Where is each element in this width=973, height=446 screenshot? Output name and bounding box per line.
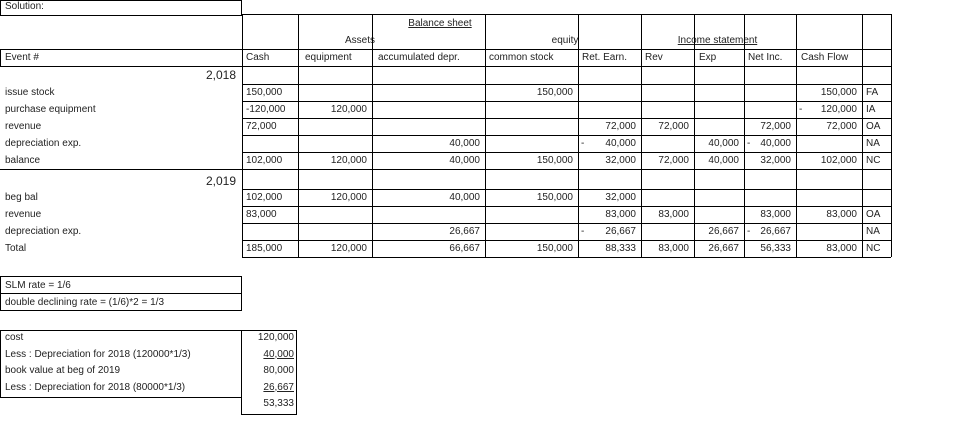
grid-line-h <box>242 169 891 170</box>
cell-cf_type: NA <box>866 138 880 149</box>
cell-re: 88,333 <box>605 243 636 254</box>
cell-re: 32,000 <box>605 155 636 166</box>
cell-cash: 185,000 <box>246 243 283 254</box>
grid-line-v <box>372 14 373 257</box>
cell-cash: 102,000 <box>246 155 283 166</box>
grid-line-h <box>242 257 891 258</box>
col-cash-flow: Cash Flow <box>801 52 849 63</box>
grid-line-h <box>242 118 891 119</box>
cell-equip: 120,000 <box>330 243 367 254</box>
cell-cf: 102,000 <box>820 155 857 166</box>
cell-cf_type: OA <box>866 209 881 220</box>
rates-divider <box>0 293 242 294</box>
cell-cf_type: NC <box>866 243 881 254</box>
cell-exp: 40,000 <box>708 138 739 149</box>
cell-acc: 40,000 <box>449 155 480 166</box>
event-label: beg bal <box>5 192 38 203</box>
grid-line-v <box>694 14 695 257</box>
cell-cs: 150,000 <box>536 87 573 98</box>
minus-sign: - <box>747 138 751 149</box>
minus-sign: - <box>747 226 751 237</box>
grid-line-h <box>0 66 891 67</box>
cell-ni: 83,000 <box>760 209 791 220</box>
cell-equip: 120,000 <box>330 104 367 115</box>
calc-value: 80,000 <box>263 365 294 376</box>
col-cash: Cash <box>246 52 270 63</box>
event-label: revenue <box>5 121 42 132</box>
cell-cash: 83,000 <box>246 209 277 220</box>
minus-value: 26,667 <box>760 226 791 237</box>
cell-exp: 26,667 <box>708 243 739 254</box>
income-statement-title: Income statement <box>677 35 758 46</box>
cell-cash: 102,000 <box>246 192 283 203</box>
calc-value: 53,333 <box>263 398 294 409</box>
cell-acc: 40,000 <box>449 138 480 149</box>
slm-rate: SLM rate = 1/6 <box>5 280 71 291</box>
grid-line-h <box>242 101 891 102</box>
cell-cf_type: OA <box>866 121 881 132</box>
cell-re <box>581 137 636 151</box>
event-label: depreciation exp. <box>5 138 82 149</box>
cell-equip: 120,000 <box>330 192 367 203</box>
grid-line-v <box>0 0 1 16</box>
grid-line-h <box>242 223 891 224</box>
cell-cf: 72,000 <box>826 121 857 132</box>
cell-ni: 72,000 <box>760 121 791 132</box>
event-label: purchase equipment <box>5 104 96 115</box>
assets-title: Assets <box>344 35 375 46</box>
cell-cf_type: NC <box>866 155 881 166</box>
cell-re: 32,000 <box>605 192 636 203</box>
cell-ni: 32,000 <box>760 155 791 166</box>
cell-acc: 66,667 <box>449 243 480 254</box>
cell-re: 83,000 <box>605 209 636 220</box>
cell-cf: 150,000 <box>820 87 857 98</box>
cell-ni <box>747 137 791 151</box>
calc-value: 26,667 <box>263 381 294 393</box>
grid-line-v <box>298 14 299 257</box>
grid-line-h <box>0 169 242 170</box>
year-label-2019: 2,019 <box>205 174 236 188</box>
grid-line-h <box>242 240 891 241</box>
cell-rev: 83,000 <box>658 209 689 220</box>
equity-title: equity <box>551 35 579 46</box>
cell-cs: 150,000 <box>536 243 573 254</box>
grid-line-h <box>242 189 891 190</box>
cell-cf <box>799 103 857 117</box>
cell-cf_type: NA <box>866 226 880 237</box>
minus-value: 40,000 <box>760 138 791 149</box>
cell-acc: 40,000 <box>449 192 480 203</box>
calc-value: 40,000 <box>263 348 294 360</box>
cell-cf: 83,000 <box>826 209 857 220</box>
cell-rev: 83,000 <box>658 243 689 254</box>
grid-line-v <box>242 14 243 257</box>
cell-cf: 83,000 <box>826 243 857 254</box>
grid-line-v <box>0 49 1 66</box>
cell-cf_type: FA <box>866 87 879 98</box>
cell-exp: 40,000 <box>708 155 739 166</box>
year-label-2018: 2,018 <box>205 68 236 82</box>
col-common-stock: common stock <box>489 52 554 63</box>
grid-line-h <box>242 14 891 15</box>
cell-cash: -120,000 <box>246 104 286 115</box>
event-label: revenue <box>5 209 42 220</box>
cell-cf_type: IA <box>866 104 876 115</box>
calc-label: book value at beg of 2019 <box>5 365 121 376</box>
event-label: balance <box>5 155 41 166</box>
cell-re: 72,000 <box>605 121 636 132</box>
event-label: depreciation exp. <box>5 226 82 237</box>
cell-cash: 72,000 <box>246 121 277 132</box>
minus-value: 120,000 <box>820 104 857 115</box>
grid-line-h <box>242 152 891 153</box>
ddb-rate: double declining rate = (1/6)*2 = 1/3 <box>5 297 164 308</box>
grid-line-h <box>242 135 891 136</box>
grid-line-h <box>242 84 891 85</box>
grid-line-v <box>862 14 863 257</box>
event-label: Total <box>5 243 27 254</box>
solution-label: Solution: <box>5 1 44 12</box>
cell-ni: 56,333 <box>760 243 791 254</box>
calc-label: Less : Depreciation for 2018 (80000*1/3) <box>5 381 186 393</box>
cell-acc: 26,667 <box>449 226 480 237</box>
cell-re <box>581 225 636 239</box>
col-accumulated-depr: accumulated depr. <box>378 52 460 63</box>
cell-cs: 150,000 <box>536 155 573 166</box>
cell-cash: 150,000 <box>246 87 283 98</box>
cell-cs: 150,000 <box>536 192 573 203</box>
cell-rev: 72,000 <box>658 155 689 166</box>
cell-ni <box>747 225 791 239</box>
minus-sign: - <box>799 104 803 115</box>
grid-line-h <box>242 206 891 207</box>
col-rev: Rev <box>645 52 663 63</box>
col-exp: Exp <box>699 52 717 63</box>
grid-line-v <box>891 14 892 257</box>
calc-label: Less : Depreciation for 2018 (120000*1/3) <box>5 348 191 360</box>
col-ret-earn: Ret. Earn. <box>582 52 628 63</box>
cell-equip: 120,000 <box>330 155 367 166</box>
cell-exp: 26,667 <box>708 226 739 237</box>
minus-value: 26,667 <box>605 226 636 237</box>
col-event: Event # <box>5 52 39 63</box>
col-equipment: equipment <box>305 52 352 63</box>
cell-rev: 72,000 <box>658 121 689 132</box>
minus-value: 40,000 <box>605 138 636 149</box>
grid-line-v <box>485 14 486 257</box>
balance-sheet-title: Balance sheet <box>408 18 472 29</box>
calc-value: 120,000 <box>257 332 294 343</box>
grid-line-h <box>0 49 891 50</box>
calc-label: cost <box>5 332 24 343</box>
col-net-inc: Net Inc. <box>748 52 783 63</box>
minus-sign: - <box>581 138 585 149</box>
event-label: issue stock <box>5 87 55 98</box>
minus-sign: - <box>581 226 585 237</box>
